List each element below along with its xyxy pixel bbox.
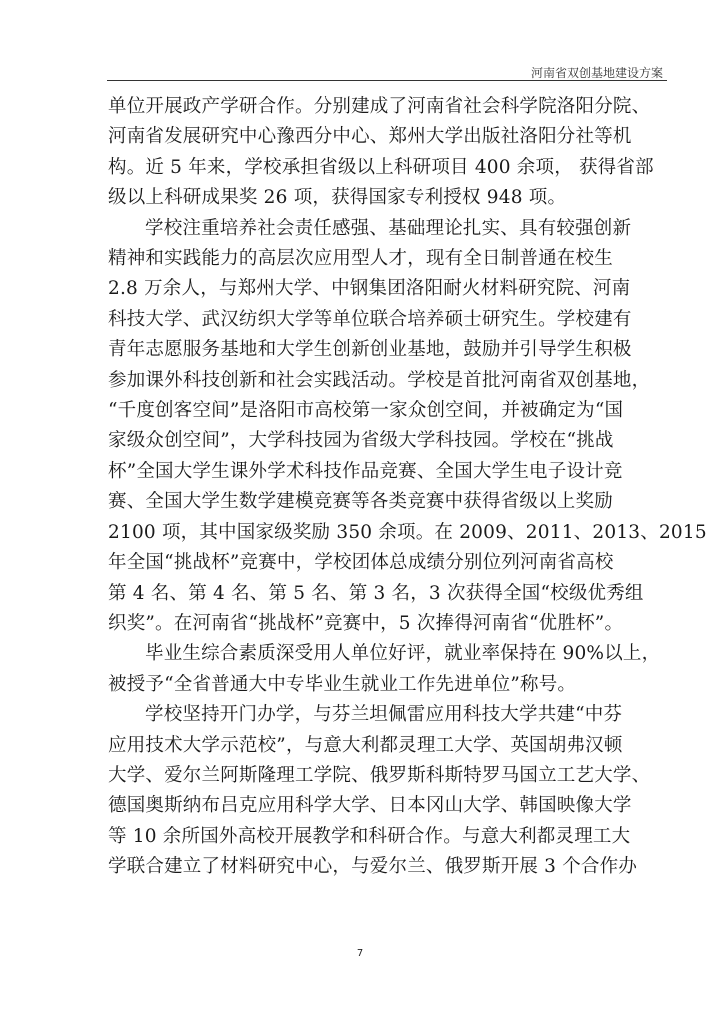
page-number: 7: [356, 948, 364, 959]
text-line: 构。近 5 年来，学校承担省级以上科研项目 400 余项， 获得省部: [108, 156, 654, 178]
text-line: 2100 项，其中国家级奖励 350 余项。在 2009、2011、2013、2015: [108, 521, 707, 543]
text-line: 科技大学、武汉纺织大学等单位联合培养硕士研究生。学校建有: [108, 308, 632, 330]
text-line: 应用技术大学示范校”，与意大利都灵理工大学、英国胡弗汉顿: [108, 734, 623, 756]
text-line: 青年志愿服务基地和大学生创新创业基地，鼓励并引导学生积极: [108, 339, 632, 361]
body-text: [108, 92, 707, 883]
text-line: 2.8 万余人，与郑州大学、中钢集团洛阳耐火材料研究院、河南: [108, 278, 631, 300]
text-line: 德国奥斯纳布吕克应用科学大学、日本冈山大学、韩国映像大学: [108, 795, 632, 817]
paragraph-start-line: 学校注重培养社会责任感强、基础理论扎实、具有较强创新: [145, 217, 632, 239]
text-line: 等 10 余所国外高校开展教学和科研合作。与意大利都灵理工大: [108, 825, 631, 847]
text-line: 单位开展政产学研合作。分别建成了河南省社会科学院洛阳分院、: [108, 96, 651, 117]
text-line: 第 4 名、第 4 名、第 5 名、第 3 名，3 次获得全国“校级优秀组: [108, 582, 644, 604]
paragraph-start-line: 毕业生综合素质深受用人单位好评，就业率保持在 90%以上，: [145, 643, 661, 665]
text-line: 年全国“挑战杯”竞赛中，学校团体总成绩分别位列河南省高校: [108, 552, 614, 574]
text-line: 参加课外科技创新和社会实践活动。学校是首批河南省双创基地，: [108, 369, 651, 391]
running-header: [107, 62, 667, 81]
paragraph-start-line: 学校坚持开门办学，与芬兰坦佩雷应用科技大学共建“中芬: [145, 704, 623, 726]
text-line: 河南省发展研究中心豫西分中心、郑州大学出版社洛阳分社等机: [108, 126, 632, 148]
text-line: 家级众创空间”，大学科技园为省级大学科技园。学校在“挑战: [108, 430, 614, 452]
text-line: 精神和实践能力的高层次应用型人才，现有全日制普通在校生: [108, 248, 613, 270]
document-title: 河南省双创基地建设方案: [530, 66, 663, 80]
text-line: 杯”全国大学生课外学术科技作品竞赛、全国大学生电子设计竞: [108, 460, 623, 482]
text-line: 赛、全国大学生数学建模竞赛等各类竞赛中获得省级以上奖励: [108, 491, 613, 513]
text-line: 织奖”。在河南省“挑战杯”竞赛中，5 次捧得河南省“优胜杯”。: [108, 612, 624, 634]
text-line: “千度创客空间”是洛阳市高校第一家众创空间，并被确定为“国: [108, 400, 624, 422]
text-line: 级以上科研成果奖 26 项，获得国家专利授权 948 项。: [108, 187, 567, 209]
text-line: 被授予“全省普通大中专毕业生就业工作先进单位”称号。: [108, 673, 577, 695]
text-line: 学联合建立了材料研究中心，与爱尔兰、俄罗斯开展 3 个合作办: [108, 856, 638, 878]
text-line: 大学、爱尔兰阿斯隆理工学院、俄罗斯科斯特罗马国立工艺大学、: [108, 764, 651, 786]
